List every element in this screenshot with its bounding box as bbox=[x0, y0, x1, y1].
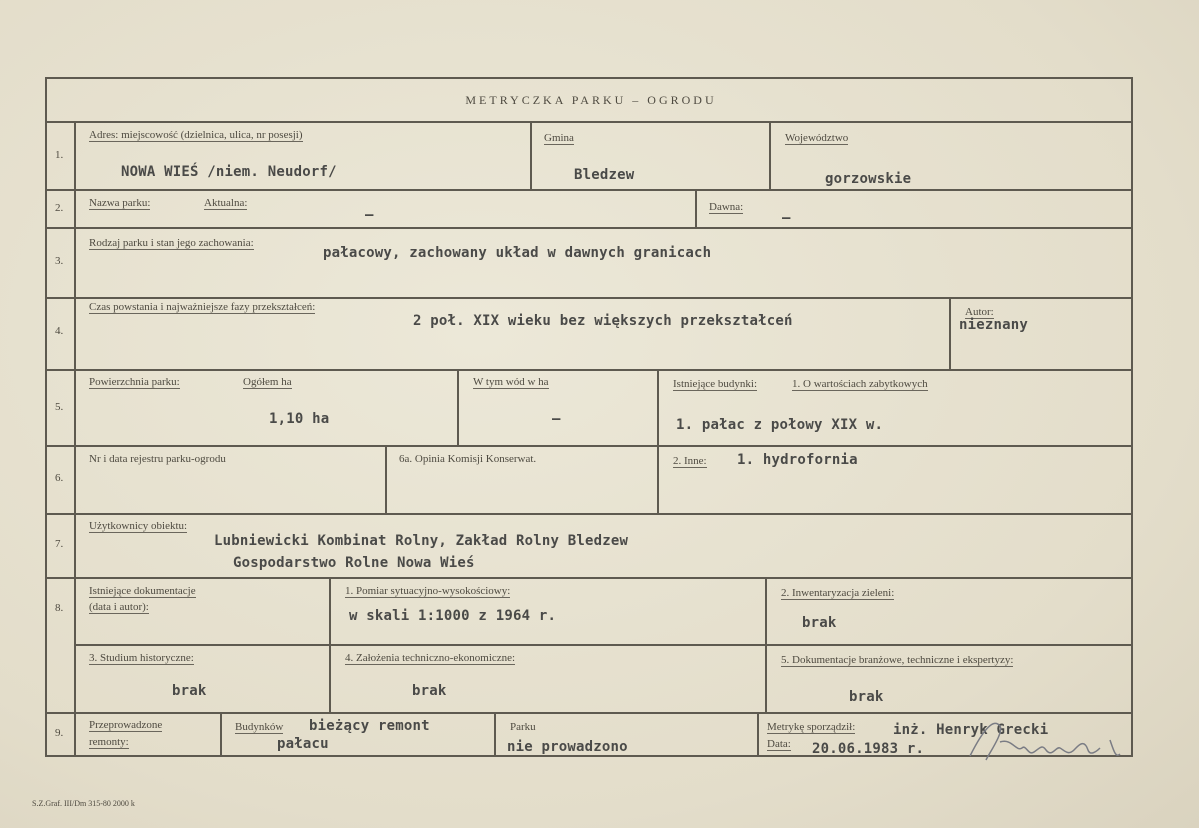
form-frame bbox=[45, 77, 1133, 757]
origin-value: 2 poł. XIX wieku bez większych przekształceń bbox=[413, 313, 793, 329]
row-number-9: 9. bbox=[55, 727, 64, 739]
renovations-label-line1: Przeprowadzone bbox=[89, 719, 163, 731]
users-value-line2: Gospodarstwo Rolne Nowa Wieś bbox=[233, 555, 475, 571]
date-label: Data: bbox=[767, 738, 791, 750]
row-number-4: 4. bbox=[55, 325, 64, 337]
greenery-value: brak bbox=[802, 615, 837, 631]
renovations-label-line2: remonty: bbox=[89, 736, 129, 748]
other-buildings-label: 2. Inne: bbox=[673, 455, 707, 467]
signature-image bbox=[960, 712, 1140, 772]
water-area-value: — bbox=[552, 411, 561, 427]
gmina-label: Gmina bbox=[544, 132, 574, 144]
prepared-by-label: Metrykę sporządził: bbox=[767, 721, 856, 733]
park-type-value: pałacowy, zachowany układ w dawnych granicach bbox=[323, 245, 712, 261]
survey-label: 1. Pomiar sytuacyjno-wysokościowy: bbox=[345, 585, 511, 597]
gmina-value: Bledzew bbox=[574, 167, 635, 183]
current-name-label: Aktualna: bbox=[204, 197, 248, 209]
prepared-by-value: inż. Henryk Grecki bbox=[893, 722, 1049, 738]
voivodeship-label: Województwo bbox=[785, 132, 849, 144]
row-number-5: 5. bbox=[55, 401, 64, 413]
docs-label-line1: Istniejące dokumentacje bbox=[89, 585, 196, 597]
author-value: nieznany bbox=[959, 317, 1029, 333]
conservation-opinion-label: 6a. Opinia Komisji Konserwat. bbox=[399, 453, 537, 465]
survey-value: w skali 1:1000 z 1964 r. bbox=[349, 608, 557, 624]
docs-label-line2: (data i autor): bbox=[89, 601, 149, 613]
park-renov-value: nie prowadzono bbox=[507, 739, 628, 755]
row-number-2: 2. bbox=[55, 202, 64, 214]
row-number-6: 6. bbox=[55, 472, 64, 484]
address-label: Adres: miejscowość (dzielnica, ulica, nr posesji) bbox=[89, 129, 303, 141]
tech-econ-value: brak bbox=[412, 683, 447, 699]
users-value-line1: Lubniewicki Kombinat Rolny, Zakład Rolny Bledzew bbox=[214, 533, 629, 549]
tech-econ-label: 4. Założenia techniczno-ekonomiczne: bbox=[345, 652, 516, 664]
park-type-label: Rodzaj parku i stan jego zachowania: bbox=[89, 237, 254, 249]
users-label: Użytkownicy obiektu: bbox=[89, 520, 188, 532]
origin-label: Czas powstania i najważniejsze fazy przekształceń: bbox=[89, 301, 316, 313]
history-study-value: brak bbox=[172, 683, 207, 699]
branch-docs-value: brak bbox=[849, 689, 884, 705]
former-name-label: Dawna: bbox=[709, 201, 744, 213]
area-label: Powierzchnia parku: bbox=[89, 376, 180, 388]
print-footer: S.Z.Graf. III/Dm 315-80 2000 k bbox=[32, 799, 135, 808]
buildings-label: Istniejące budynki: bbox=[673, 378, 758, 390]
form-title: METRYCZKA PARKU – OGRODU bbox=[465, 93, 717, 107]
park-name-label: Nazwa parku: bbox=[89, 197, 151, 209]
buildings-renov-label: Budynków bbox=[235, 721, 284, 733]
park-renov-label: Parku bbox=[510, 721, 536, 733]
register-label: Nr i data rejestru parku-ogrodu bbox=[89, 453, 226, 465]
buildings-renov-value-line1: bieżący remont bbox=[309, 718, 430, 734]
current-name-value: — bbox=[365, 207, 374, 223]
former-name-value: — bbox=[782, 210, 791, 226]
buildings-heritage-value: 1. pałac z połowy XIX w. bbox=[676, 417, 884, 433]
greenery-label: 2. Inwentaryzacja zieleni: bbox=[781, 587, 895, 599]
history-study-label: 3. Studium historyczne: bbox=[89, 652, 194, 664]
buildings-heritage-label: 1. O wartościach zabytkowych bbox=[792, 378, 928, 390]
voivodeship-value: gorzowskie bbox=[825, 171, 912, 187]
buildings-renov-value-line2: pałacu bbox=[277, 736, 329, 752]
other-buildings-value: 1. hydrofornia bbox=[737, 452, 858, 468]
row-number-7: 7. bbox=[55, 538, 64, 550]
address-value: NOWA WIEŚ /niem. Neudorf/ bbox=[121, 164, 337, 180]
author-label: Autor: bbox=[965, 306, 994, 318]
water-area-label: W tym wód w ha bbox=[473, 376, 549, 388]
branch-docs-label: 5. Dokumentacje branżowe, techniczne i ekspertyzy: bbox=[781, 654, 1014, 666]
date-value: 20.06.1983 r. bbox=[812, 741, 925, 757]
row-number-1: 1. bbox=[55, 149, 64, 161]
area-total-label: Ogółem ha bbox=[243, 376, 292, 388]
row-number-3: 3. bbox=[55, 255, 64, 267]
row-number-8: 8. bbox=[55, 602, 64, 614]
area-total-value: 1,10 ha bbox=[269, 411, 330, 427]
